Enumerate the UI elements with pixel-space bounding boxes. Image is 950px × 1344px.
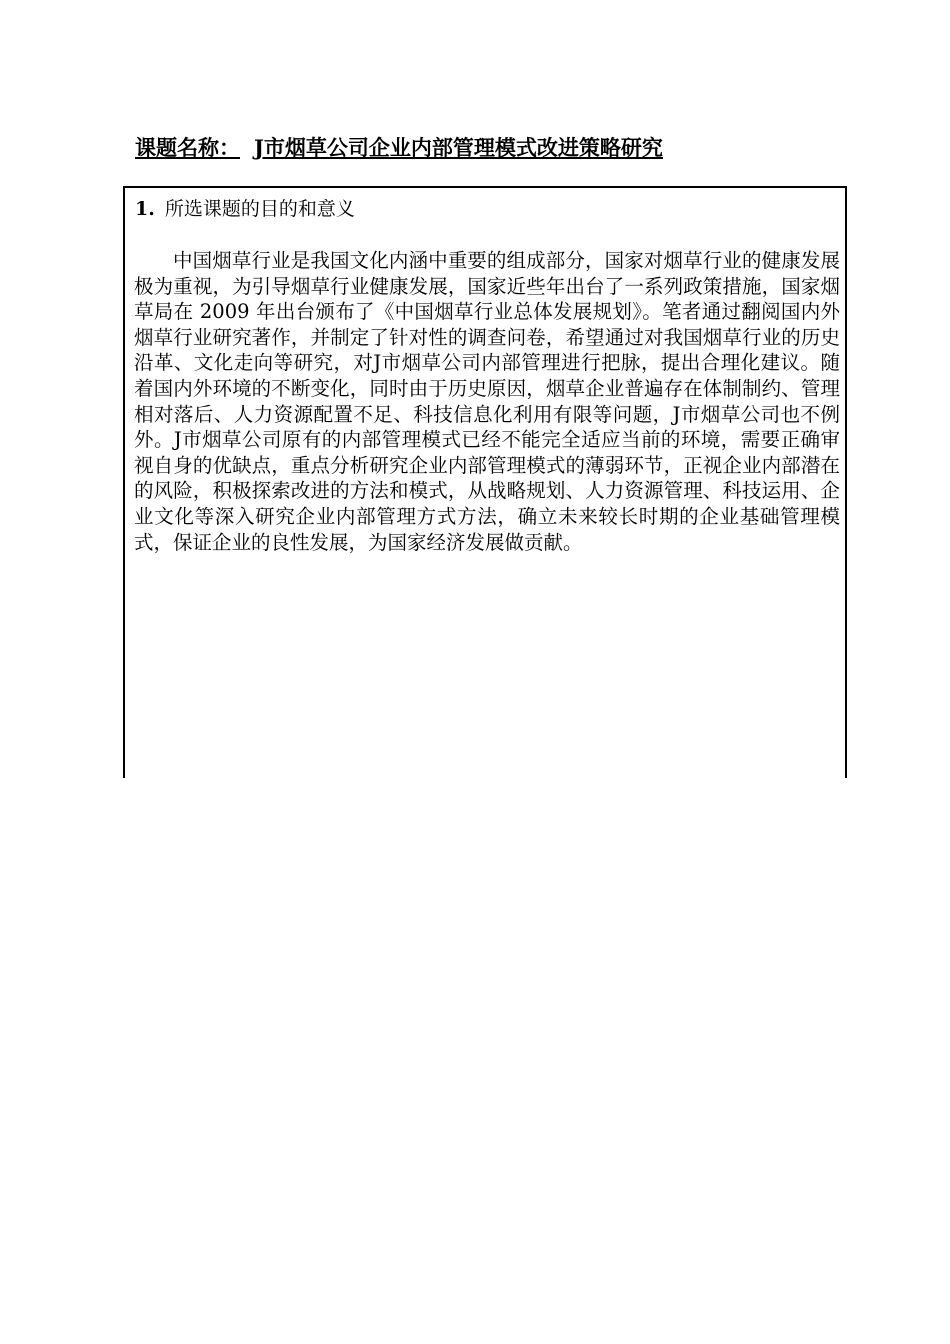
content-box xyxy=(123,186,847,778)
section-heading xyxy=(135,196,355,222)
topic-value: J市烟草公司企业内部管理模式改进策略研究 xyxy=(254,135,663,160)
section-number: 1. xyxy=(135,198,155,220)
section-heading-text: 所选课题的目的和意义 xyxy=(164,198,355,220)
topic-label: 课题名称： xyxy=(135,135,240,160)
topic-title-line xyxy=(135,133,663,163)
section-paragraph: 中国烟草行业是我国文化内涵中重要的组成部分，国家对烟草行业的健康发展极为重视，为引导烟草行业健康发展，国家近些年出台了一系列政策措施，国家烟草局在 2009 年出台颁布了《中国烟草行业总体发展规划》。笔者通过翻阅国内外烟草行业研究著作，并制定了针对性的调查问卷，希望通过对我国烟草行业的历史沿革、文化走向等研究，对J市烟草公司内部管理进行把脉，提出合理化建议。随着国内外环境的不断变化，同时由于历史原因，烟草企业普遍存在体制制约、管理相对落后、人力资源配置不足、科技信息化利用有限等问题，J市烟草公司也不例外。J市烟草公司原有的内部管理模式已经不能完全适应当前的环境，需要正确审视自身的优缺点，重点分析研究企业内部管理模式的薄弱环节，正视企业内部潜在的风险，积极探索改进的方法和模式，从战略规划、人力资源管理、科技运用、企业文化等深入研究企业内部管理方式方法，确立未来较长时期的企业基础管理模式，保证企业的良性发展，为国家经济发展做贡献。 xyxy=(134,249,840,554)
